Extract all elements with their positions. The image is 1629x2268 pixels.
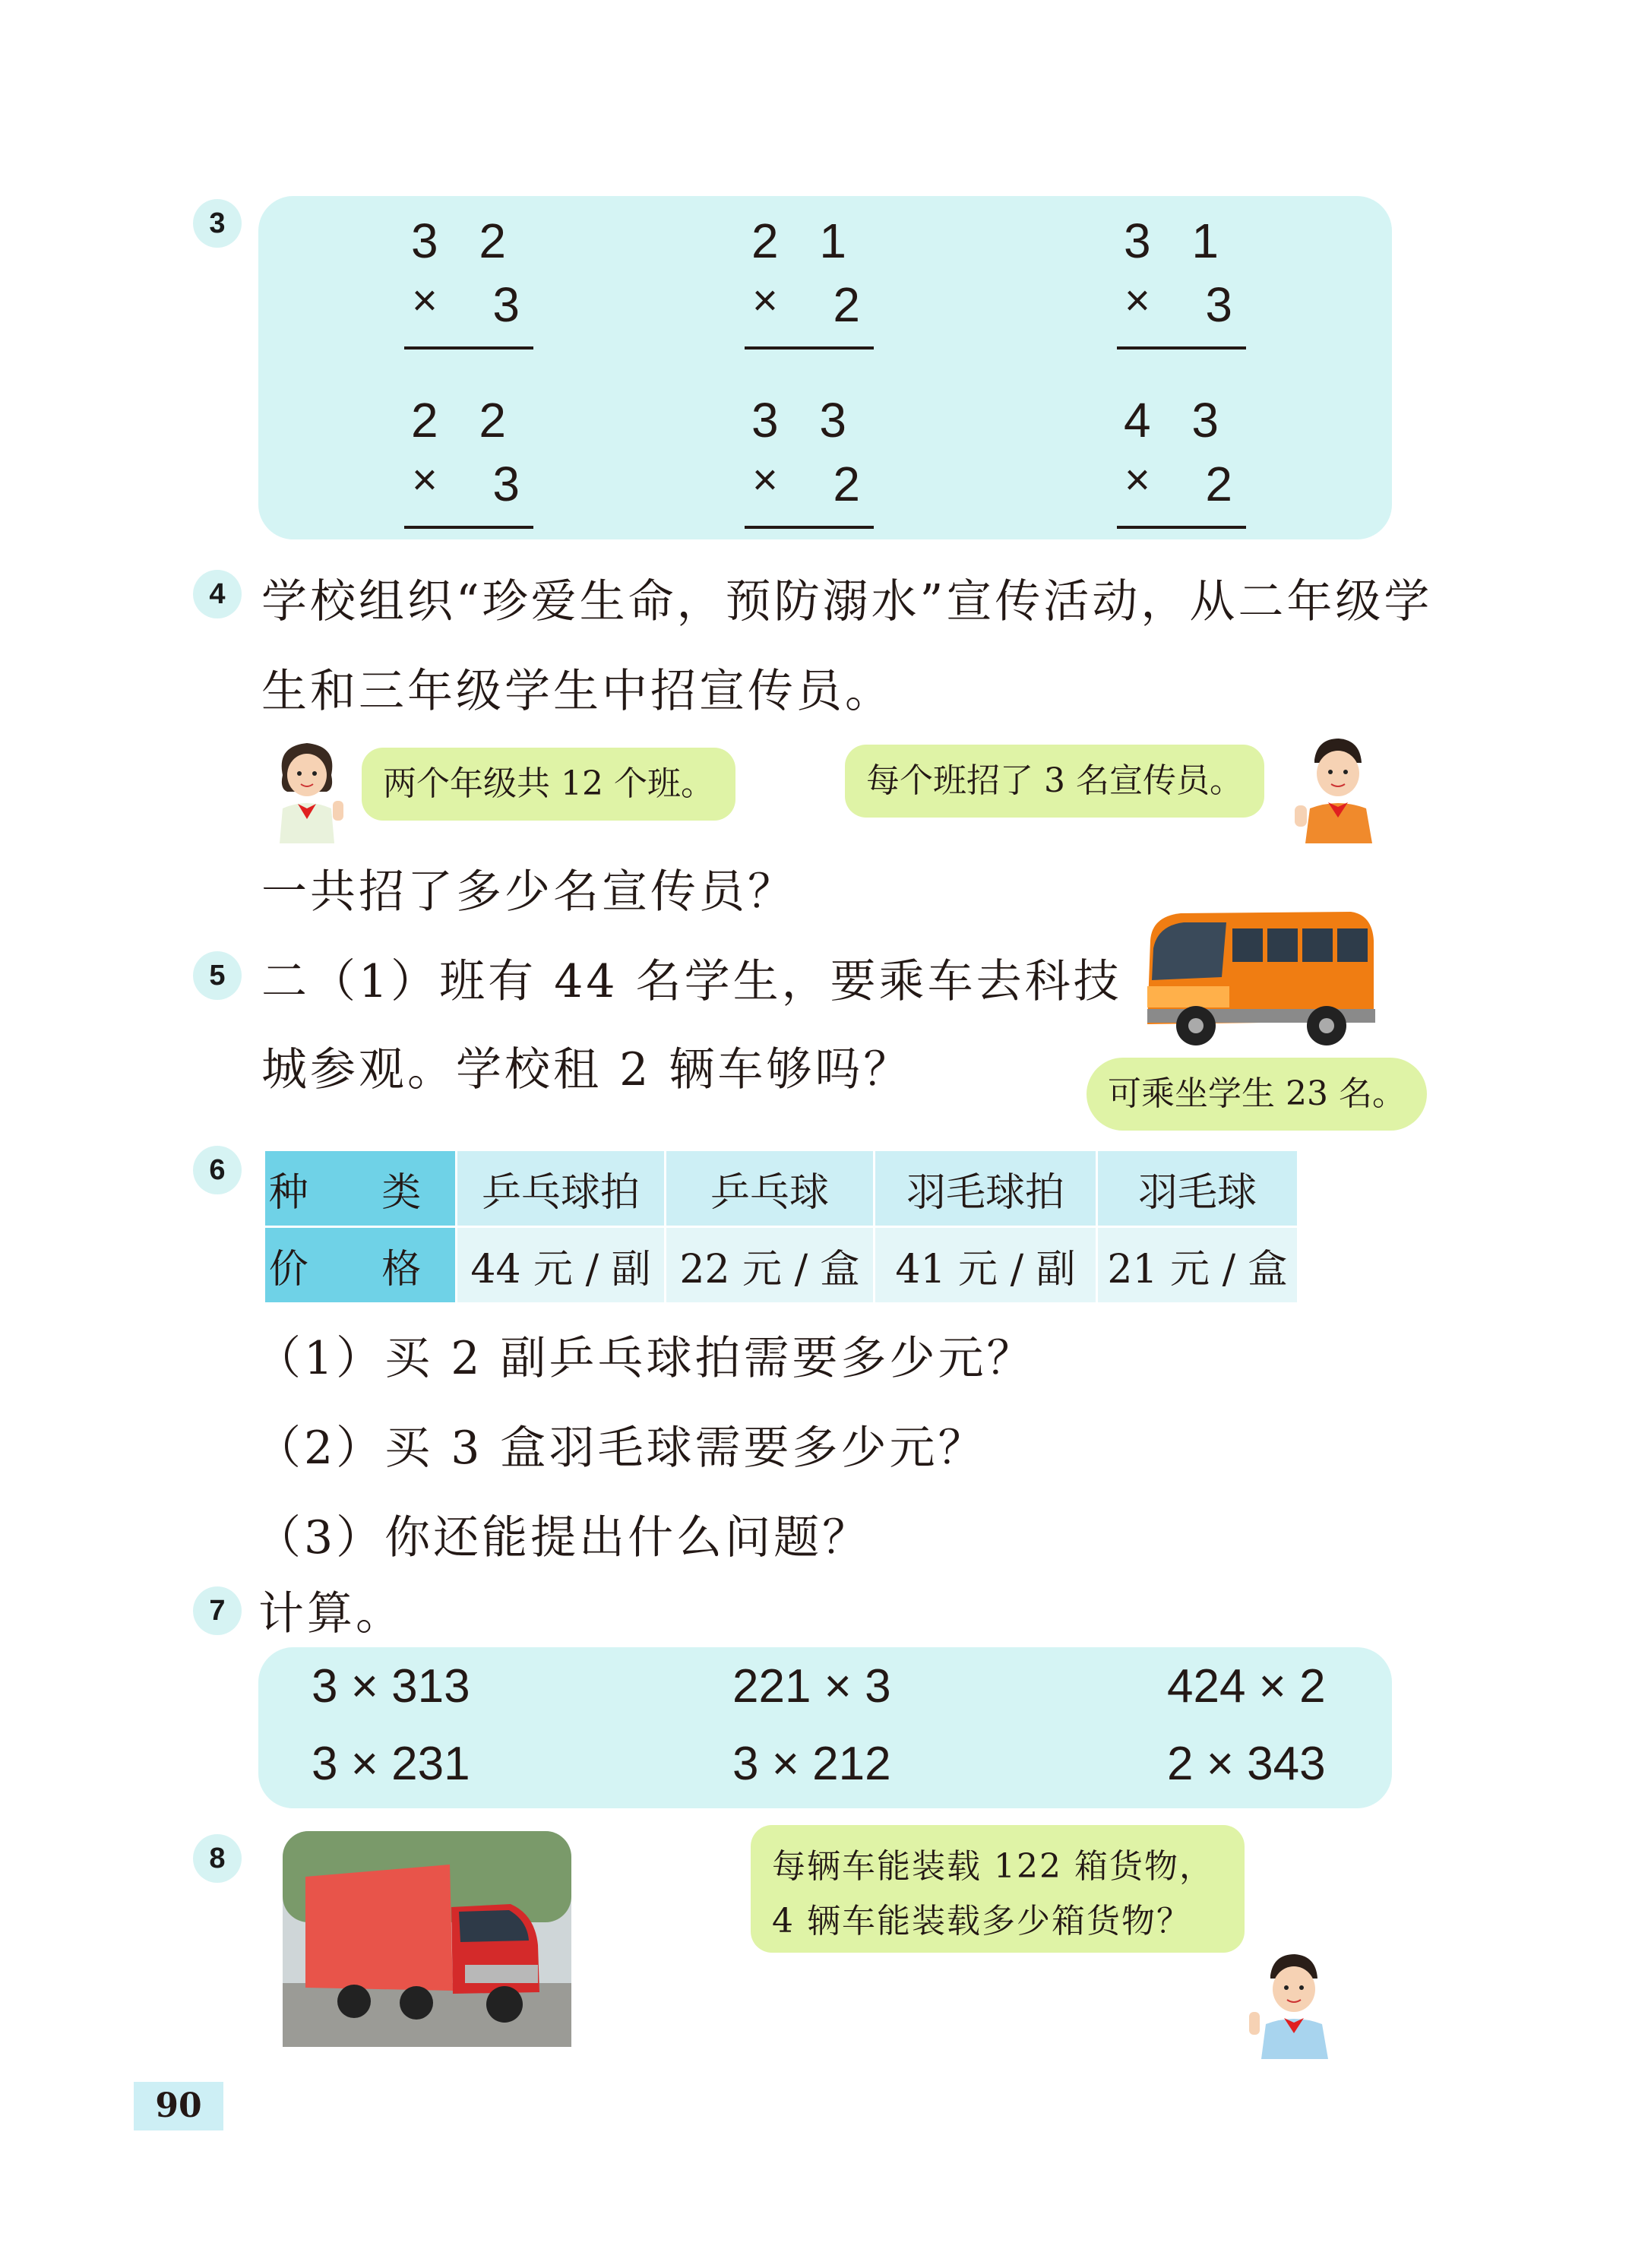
calc-expression: 3 × 212 bbox=[732, 1738, 891, 1790]
problem-7-number: 7 bbox=[193, 1586, 242, 1635]
table-cell: 乒乓球 bbox=[666, 1150, 875, 1227]
boy-illustration bbox=[1243, 1945, 1342, 2059]
times-sign: × bbox=[1124, 455, 1150, 505]
problem-6-number: 6 bbox=[193, 1146, 242, 1194]
bubble-line-1: 每辆车能装载 122 箱货物， bbox=[772, 1847, 1214, 1886]
table-cell: 21 元 / 盒 bbox=[1097, 1227, 1298, 1304]
girl-speech-bubble: 两个年级共 12 个班。 bbox=[362, 748, 735, 821]
table-header-cell: 种 类 bbox=[264, 1150, 457, 1227]
table-row bbox=[264, 1227, 1298, 1304]
problem-6-question-3: （3）你还能提出什么问题？ bbox=[255, 1511, 871, 1564]
multiplier: 2 bbox=[833, 277, 860, 332]
multiplicand: 2 1 bbox=[751, 214, 860, 268]
problem-6-question-1: （1）买 2 副乒乓球拍需要多少元？ bbox=[255, 1332, 1036, 1385]
multiplier: 2 bbox=[1205, 457, 1232, 511]
problem-3-panel bbox=[258, 196, 1392, 539]
problem-8-number: 8 bbox=[193, 1834, 242, 1883]
page-number: 90 bbox=[134, 2082, 223, 2130]
multiplicand: 3 3 bbox=[751, 393, 860, 448]
bubble-line-2: 4 辆车能装载多少箱货物？ bbox=[772, 1902, 1191, 1941]
times-sign: × bbox=[412, 276, 438, 325]
table-cell: 乒乓球拍 bbox=[457, 1150, 666, 1227]
multiplier: 3 bbox=[492, 457, 520, 511]
problem-7-title: 计算。 bbox=[258, 1587, 404, 1640]
multiplier: 2 bbox=[833, 457, 860, 511]
problem-4-number: 4 bbox=[193, 570, 242, 618]
calc-expression: 2 × 343 bbox=[1167, 1738, 1326, 1790]
multiplicand: 4 3 bbox=[1124, 393, 1232, 448]
problem-7-panel bbox=[258, 1647, 1392, 1808]
calc-expression: 221 × 3 bbox=[732, 1660, 891, 1713]
problem-4-line-1: 学校组织“珍爱生命，预防溺水”宣传活动，从二年级学 bbox=[261, 575, 1433, 628]
result-line bbox=[404, 526, 533, 529]
times-sign: × bbox=[752, 276, 778, 325]
multiplicand: 3 2 bbox=[411, 214, 520, 268]
result-line bbox=[745, 346, 874, 350]
multiplier: 3 bbox=[1205, 277, 1232, 332]
result-line bbox=[1117, 526, 1246, 529]
multiplicand: 2 2 bbox=[411, 393, 520, 448]
table-cell: 41 元 / 副 bbox=[875, 1227, 1097, 1304]
multiplier: 3 bbox=[492, 277, 520, 332]
problem-3-number: 3 bbox=[193, 199, 242, 248]
bus-image bbox=[1135, 895, 1378, 1052]
truck-image bbox=[283, 1831, 571, 2047]
problem-5-line-1: 二（1）班有 44 名学生，要乘车去科技 bbox=[261, 955, 1122, 1008]
result-line bbox=[1117, 346, 1246, 350]
boy-illustration bbox=[1287, 729, 1386, 843]
girl-illustration bbox=[261, 735, 353, 843]
result-line bbox=[404, 346, 533, 350]
price-table bbox=[263, 1149, 1299, 1305]
problem-6-question-2: （2）买 3 盒羽毛球需要多少元？ bbox=[255, 1422, 987, 1475]
calc-expression: 3 × 313 bbox=[312, 1660, 470, 1713]
table-row bbox=[264, 1150, 1298, 1227]
calc-expression: 424 × 2 bbox=[1167, 1660, 1326, 1713]
table-header-cell: 价 格 bbox=[264, 1227, 457, 1304]
times-sign: × bbox=[412, 455, 438, 505]
table-cell: 羽毛球拍 bbox=[875, 1150, 1097, 1227]
table-cell: 22 元 / 盒 bbox=[666, 1227, 875, 1304]
table-cell: 44 元 / 副 bbox=[457, 1227, 666, 1304]
problem-5-line-2: 城参观。学校租 2 辆车够吗？ bbox=[261, 1043, 913, 1096]
problem-5-number: 5 bbox=[193, 951, 242, 1000]
times-sign: × bbox=[1124, 276, 1150, 325]
bus-capacity-bubble: 可乘坐学生 23 名。 bbox=[1087, 1058, 1427, 1131]
multiplicand: 3 1 bbox=[1124, 214, 1232, 268]
boy-speech-bubble: 每个班招了 3 名宣传员。 bbox=[845, 745, 1264, 818]
table-cell: 羽毛球 bbox=[1097, 1150, 1298, 1227]
truck-speech-bubble bbox=[751, 1825, 1245, 1953]
result-line bbox=[745, 526, 874, 529]
calc-expression: 3 × 231 bbox=[312, 1738, 470, 1790]
times-sign: × bbox=[752, 455, 778, 505]
problem-4-line-2: 生和三年级学生中招宣传员。 bbox=[261, 665, 894, 718]
problem-4-question: 一共招了多少名宣传员？ bbox=[261, 865, 796, 919]
